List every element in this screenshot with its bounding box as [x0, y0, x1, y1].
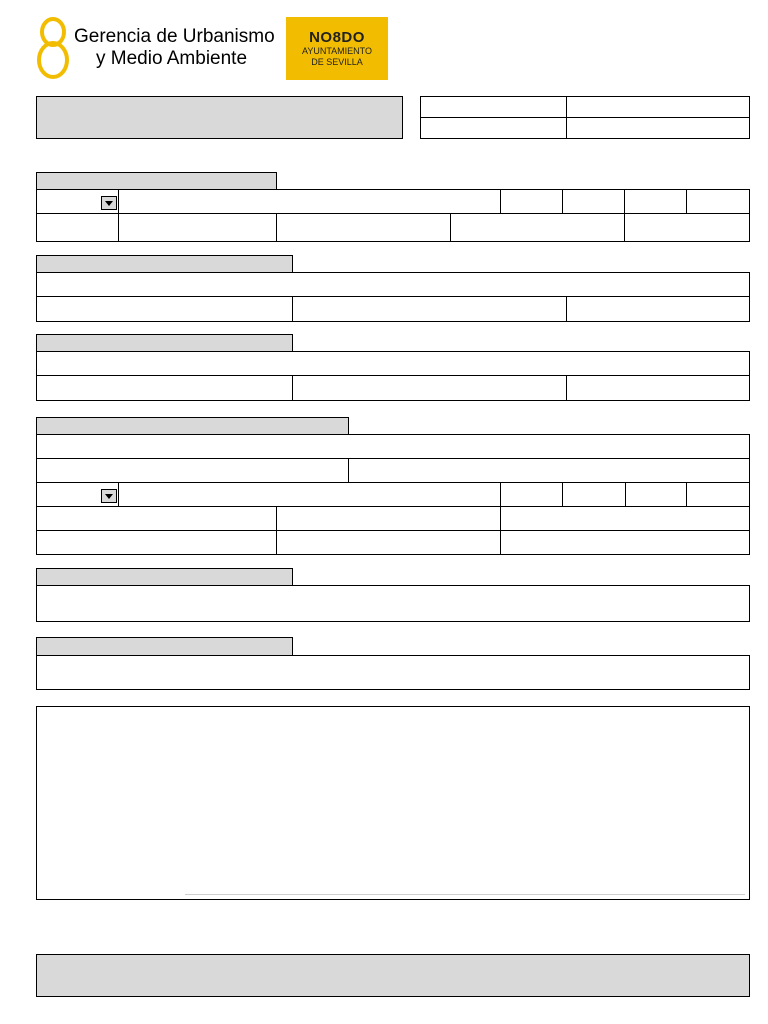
section3-field-a[interactable] [36, 375, 293, 401]
badge-line2: DE SEVILLA [311, 57, 363, 67]
section4-street-name[interactable] [118, 482, 501, 507]
section1-street-type-select[interactable] [36, 189, 119, 214]
section4-block[interactable] [562, 482, 626, 507]
badge-line1: AYUNTAMIENTO [301, 46, 372, 56]
dropdown-button[interactable] [101, 489, 117, 503]
signature-line [185, 894, 745, 895]
section6-text-field[interactable] [36, 655, 750, 690]
section4-field-c[interactable] [36, 506, 277, 531]
section1-field-a[interactable] [36, 213, 119, 242]
gerencia-logo [36, 16, 70, 80]
section4-field-a[interactable] [36, 458, 349, 483]
reference-field-1[interactable] [566, 96, 750, 118]
org-name-line2: y Medio Ambiente [96, 48, 248, 69]
section3-field-c[interactable] [566, 375, 750, 401]
section4-street-type-select[interactable] [36, 482, 119, 507]
section4-heading [36, 417, 349, 435]
section3-heading [36, 334, 293, 352]
org-name [74, 26, 284, 70]
form-title-field[interactable] [36, 96, 403, 139]
section2-field-a[interactable] [36, 296, 293, 322]
section1-field-d[interactable] [450, 213, 625, 242]
section1-number[interactable] [500, 189, 563, 214]
section1-field-b[interactable] [118, 213, 277, 242]
org-name-line1: Gerencia de Urbanismo [74, 26, 275, 47]
badge-nodo: NO8DO [309, 29, 365, 46]
section2-field-c[interactable] [566, 296, 750, 322]
section2-field-b[interactable] [292, 296, 567, 322]
footer-field [36, 954, 750, 997]
observations-textarea[interactable] [36, 706, 750, 900]
ayuntamiento-badge [286, 17, 388, 80]
section4-field-g[interactable] [276, 530, 501, 555]
section4-field-d[interactable] [276, 506, 501, 531]
yellow-eight-knot-logo-icon [36, 16, 70, 80]
section3-field-b[interactable] [292, 375, 567, 401]
section1-field-e[interactable] [624, 213, 750, 242]
section2-name-field[interactable] [36, 272, 750, 297]
section1-floor[interactable] [624, 189, 687, 214]
reference-label-1 [420, 96, 567, 118]
section6-heading [36, 637, 293, 656]
section1-heading [36, 172, 277, 190]
section4-field-b[interactable] [348, 458, 750, 483]
reference-field-2[interactable] [566, 117, 750, 139]
section1-door[interactable] [686, 189, 750, 214]
reference-label-2 [420, 117, 567, 139]
section4-floor[interactable] [625, 482, 687, 507]
section5-text-field[interactable] [36, 585, 750, 622]
section4-field-e[interactable] [500, 506, 750, 531]
section1-street-name[interactable] [118, 189, 501, 214]
triangle-down-icon [105, 494, 113, 499]
section4-name-field[interactable] [36, 434, 750, 459]
section4-door[interactable] [686, 482, 750, 507]
section3-name-field[interactable] [36, 351, 750, 376]
section4-field-h[interactable] [500, 530, 750, 555]
section4-number[interactable] [500, 482, 563, 507]
section5-heading [36, 568, 293, 586]
triangle-down-icon [105, 201, 113, 206]
section4-field-f[interactable] [36, 530, 277, 555]
section2-heading [36, 255, 293, 273]
dropdown-button[interactable] [101, 196, 117, 210]
section1-field-c[interactable] [276, 213, 451, 242]
section1-block[interactable] [562, 189, 625, 214]
